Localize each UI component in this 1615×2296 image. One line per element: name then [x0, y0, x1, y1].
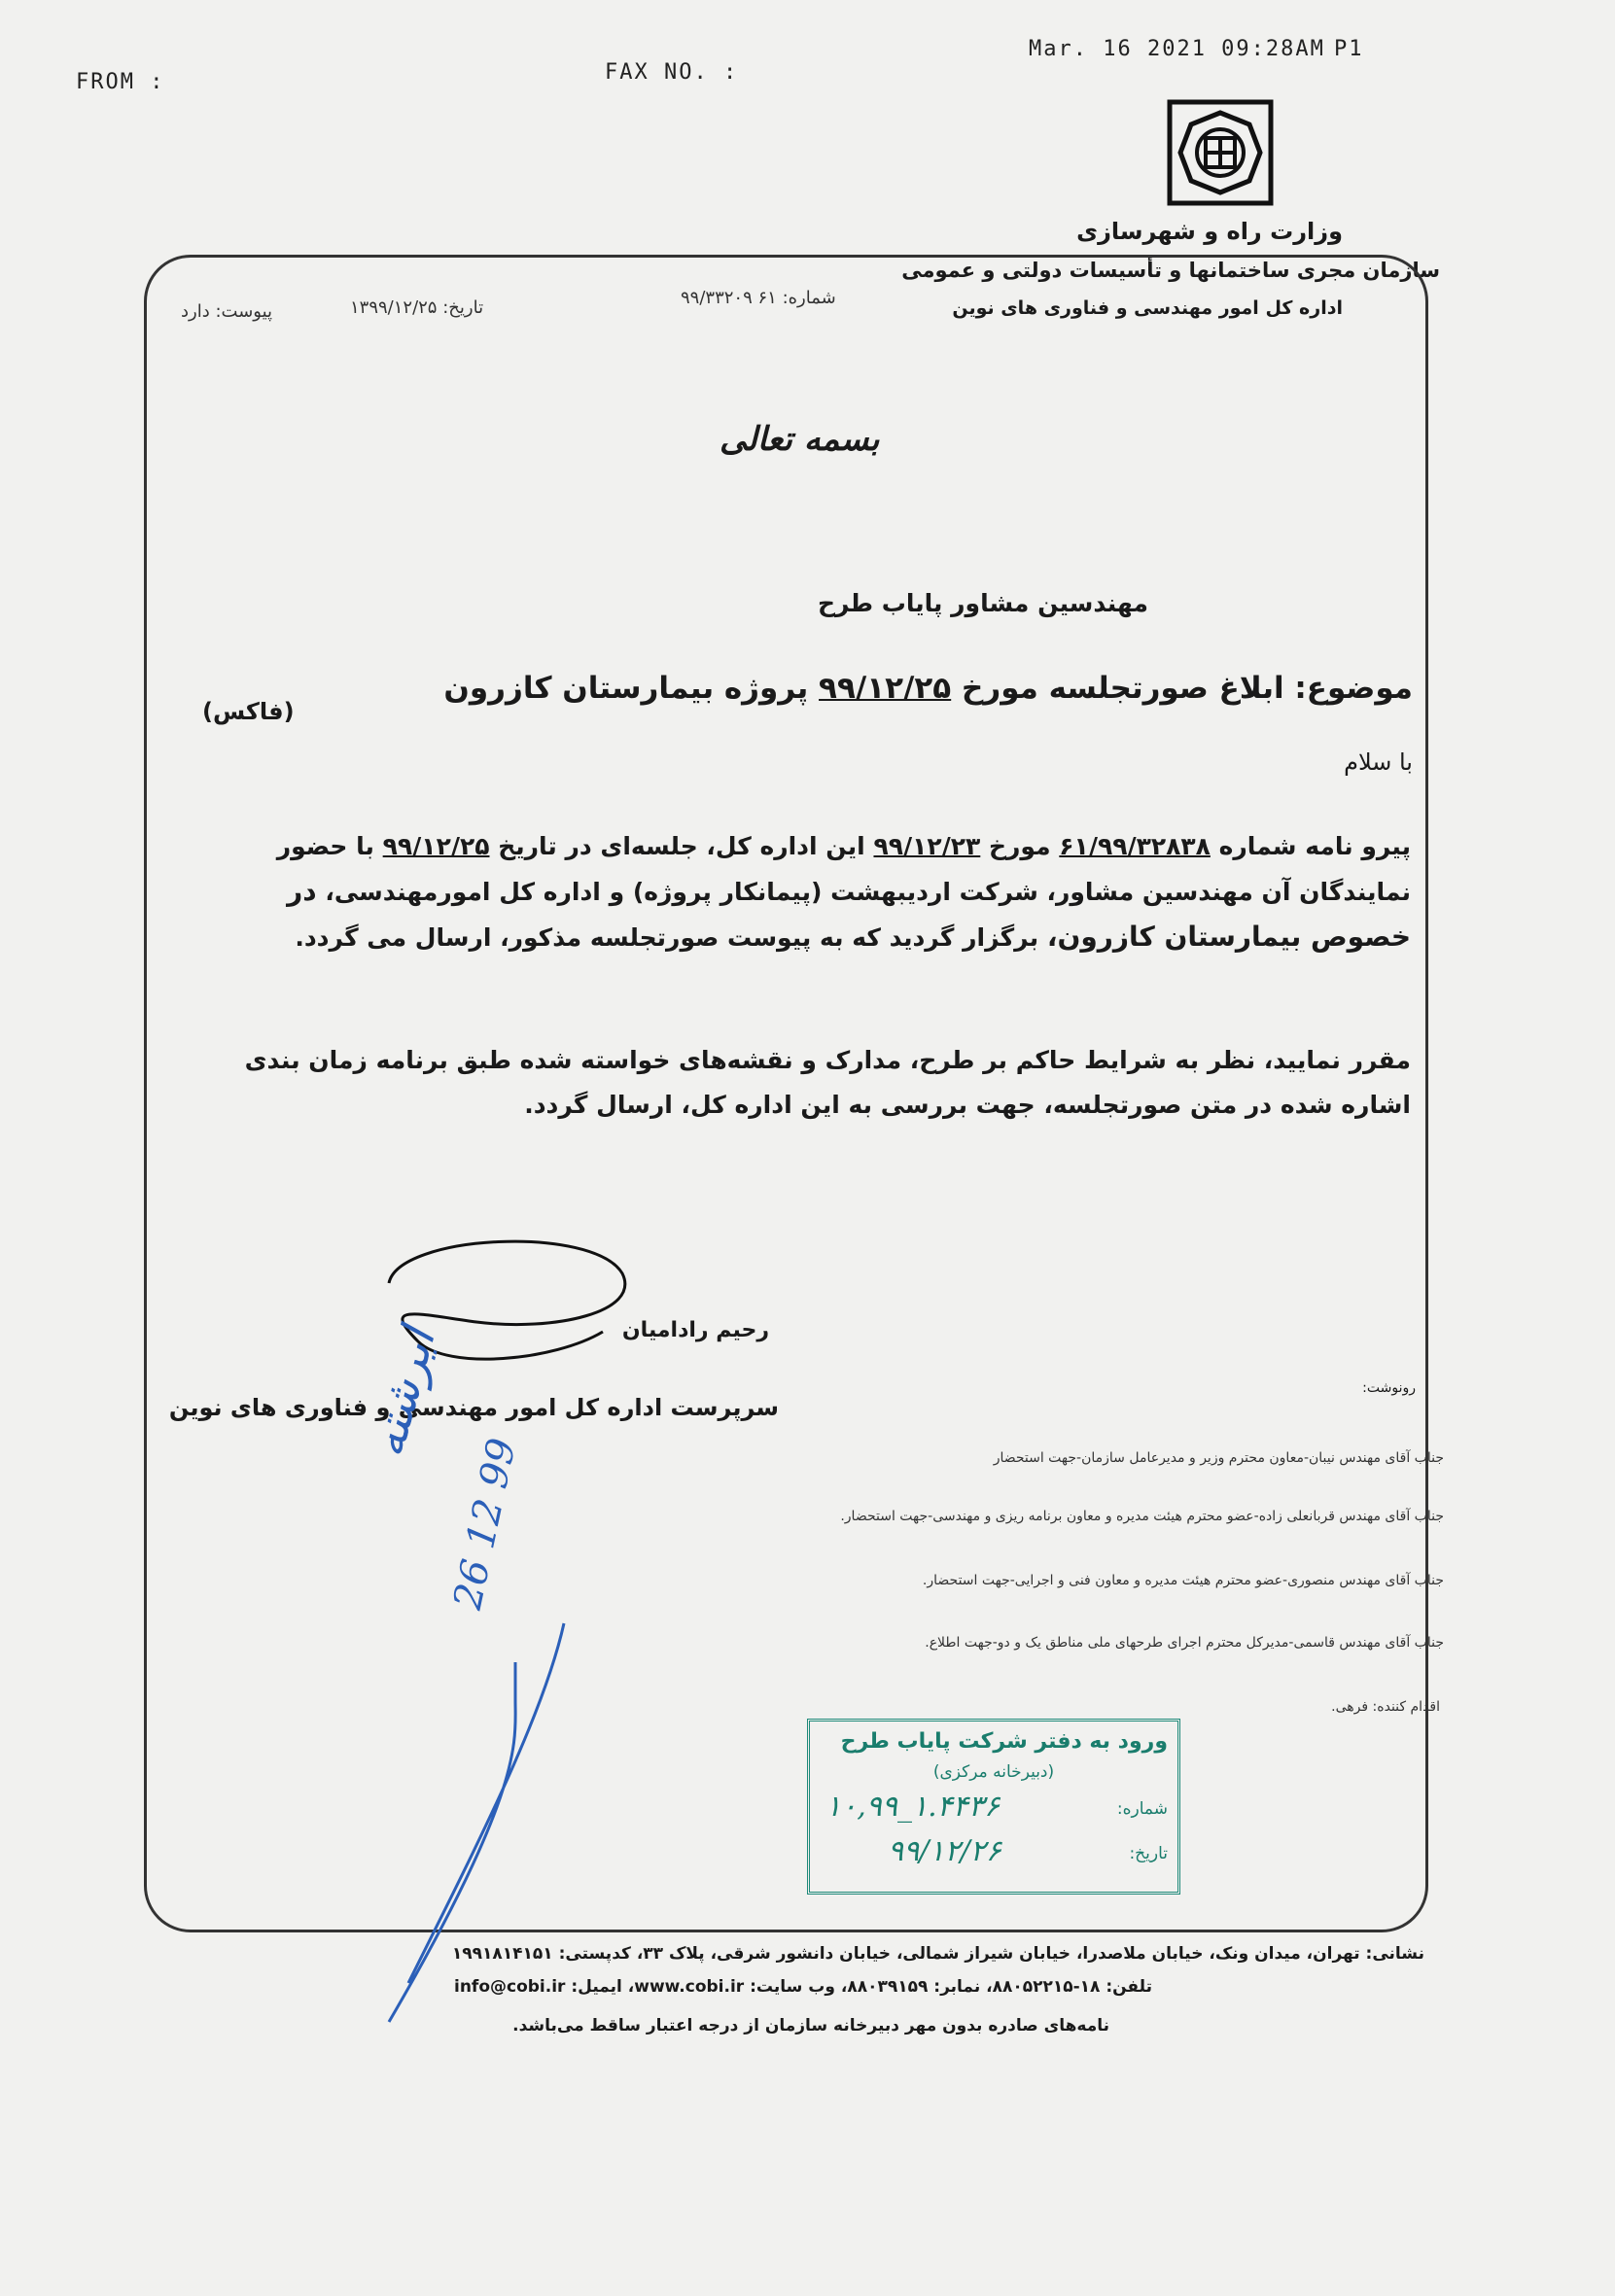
- letter-date-label: تاریخ:: [442, 297, 484, 318]
- p1-date-2: ۹۹/۱۲/۲۵: [382, 832, 490, 860]
- letter-attachment-label: پیوست:: [215, 301, 273, 322]
- signatory-name: رحیم رادامیان: [621, 1318, 769, 1342]
- p1-text-4: با حضور نمایندگان آن مهندسین مشاور، شرکت اردیبهشت (پیمانکار پروژه) و اداره کل امورمهندسی،: [276, 832, 1411, 906]
- cc-item-3: جناب آقای مهندس منصوری-عضو محترم هیئت مدیره و معاون فنی و اجرایی-جهت استحضار.: [922, 1573, 1444, 1588]
- ministry-logo-icon: [1167, 99, 1274, 206]
- letter-number-value: ۶۱ ۹۹/۳۳۲۰۹: [681, 288, 777, 308]
- stamp-number-label: شماره:: [1116, 1799, 1168, 1819]
- letter-date-value: ۱۳۹۹/۱۲/۲۵: [350, 297, 438, 318]
- stamp-date-label: تاریخ:: [1129, 1844, 1168, 1863]
- handwritten-note: ایرشته: [360, 1322, 446, 1463]
- p1-text-5: برگزار گردید که به پیوست صورتجلسه مذکور، ارسال می گردد.: [295, 923, 1039, 952]
- cc-item-1: جناب آقای مهندس نیبان-معاون محترم وزیر و مدیرعامل سازمان-جهت استحضار: [993, 1450, 1444, 1466]
- organization-name: سازمان مجری ساختمانها و تأسیسات دولتی و عمومی: [901, 259, 1440, 282]
- p1-bold-phrase: در خصوص بیمارستان کازرون،: [287, 875, 1411, 953]
- ministry-logo: [1167, 99, 1274, 206]
- subject-suffix: پروژه بیمارستان کازرون: [443, 671, 809, 706]
- p1-date-1: ۹۹/۱۲/۲۳: [873, 832, 981, 860]
- department-name: اداره کل امور مهندسی و فناوری های نوین: [952, 297, 1343, 319]
- p1-text-2: مورخ: [989, 832, 1051, 860]
- stamp-date-value: ۹۹/۱۲/۲۶: [888, 1834, 1001, 1868]
- letter-number-label: شماره:: [782, 288, 836, 308]
- footer-notice: نامه‌های صادره بدون مهر دبیرخانه سازمان از درجه اعتبار ساقط می‌باشد.: [512, 2016, 1109, 2035]
- recipient: مهندسین مشاور پایاب طرح: [817, 589, 1148, 617]
- cc-item-2: جناب آقای مهندس قربانعلی زاده-عضو محترم هیئت مدیره و معاون برنامه ریزی و مهندسی-جهت استحضار.: [840, 1509, 1444, 1524]
- fax-number-label: FAX NO. :: [605, 60, 739, 85]
- signatory-title: سرپرست اداره کل امور مهندسی و فناوری های نوین: [168, 1394, 779, 1421]
- fax-tag: (فاکس): [202, 698, 295, 725]
- subject-line: [443, 671, 1413, 706]
- letter-attachment-value: دارد: [181, 301, 210, 322]
- p1-text-3: این اداره کل، جلسه‌ای در تاریخ: [498, 832, 865, 860]
- p1-letter-number: ۶۱/۹۹/۳۲۸۳۸: [1059, 832, 1211, 860]
- fax-timestamp: Mar. 16 2021 09:28AM: [1029, 37, 1325, 61]
- footer-address: نشانی: تهران، میدان ونک، خیابان ملاصدرا، خیابان شیراز شمالی، خیابان دانشور شرقی، پلاک ۳۳، کدپستی: ۱۹۹۱۸۱۴۱۵۱: [451, 1944, 1424, 1964]
- paragraph-2: مقرر نمایید، نظر به شرایط حاکم بر طرح، مدارک و نقشه‌های خواسته شده طبق برنامه زمان بندی اشاره شده در متن صورتجلسه، جهت بررسی به این اداره کل، ارسال گردد.: [244, 1046, 1411, 1119]
- greeting: با سلام: [1344, 748, 1413, 776]
- fax-page-number: P1: [1334, 37, 1364, 61]
- fax-from-label: FROM :: [76, 70, 165, 94]
- p1-text-1: پیرو نامه شماره: [1218, 832, 1411, 860]
- handwritten-date: 26 12 99: [445, 1434, 526, 1614]
- subject-date: ۹۹/۱۲/۲۵: [819, 671, 952, 706]
- stamp-title: ورود به دفتر شرکت پایاب طرح: [840, 1729, 1168, 1754]
- cc-label: رونوشت:: [1362, 1380, 1416, 1396]
- ministry-name: وزارت راه و شهرسازی: [1076, 218, 1343, 245]
- invocation: بسمه تعالی: [720, 420, 880, 459]
- footer-contact: تلفن: ۱۸-۸۸۰۵۲۲۱۵، نمابر: ۸۸۰۳۹۱۵۹، وب سایت: www.cobi.ir، ایمیل: info@cobi.ir: [454, 1977, 1152, 1997]
- cc-item-4: جناب آقای مهندس قاسمی-مدیرکل محترم اجرای طرحهای ملی مناطق یک و دو-جهت اطلاع.: [925, 1635, 1444, 1651]
- stamp-number-value: ۱۰,۹۹_۱.۴۴۳۶: [825, 1790, 1001, 1824]
- subject-prefix: موضوع: ابلاغ صورتجلسه مورخ: [962, 671, 1413, 706]
- stamp-subtitle: (دبیرخانه مرکزی): [932, 1762, 1055, 1782]
- paragraph-1: [206, 824, 1411, 960]
- received-stamp: [807, 1719, 1180, 1895]
- cc-action-by: اقدام کننده: فرهی.: [1331, 1699, 1440, 1715]
